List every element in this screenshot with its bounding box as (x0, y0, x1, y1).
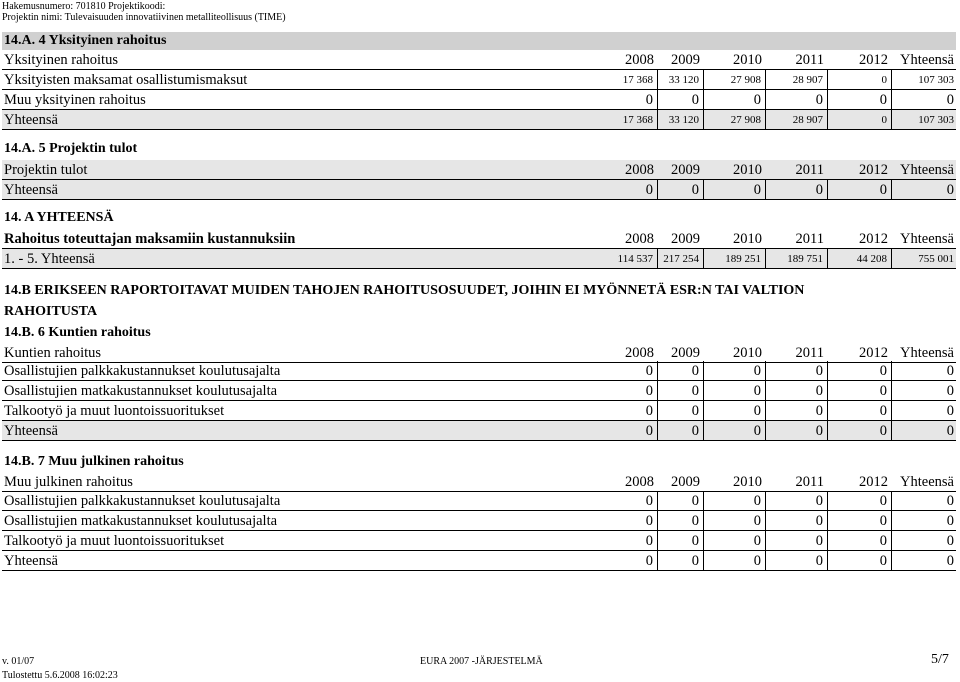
row-label: Yhteensä (4, 112, 58, 128)
section-14a5-title: 14.A. 5 Projektin tulot (4, 141, 138, 156)
year-2010: 2010 (733, 231, 762, 247)
value-2010: 0 (708, 361, 766, 381)
section-14a-header-row (2, 229, 956, 249)
value-2009: 0 (662, 421, 704, 441)
value-2010: 27 908 (708, 70, 766, 90)
year-2009: 2009 (671, 231, 700, 247)
row-label: Talkootyö ja muut luontoissuoritukset (4, 403, 225, 419)
value-2012: 0 (832, 361, 892, 381)
row-label: Yhteensä (4, 423, 58, 439)
value-2009: 217 254 (662, 249, 704, 269)
value-2009: 0 (662, 511, 704, 531)
table-row-total (2, 249, 956, 269)
table-row (2, 511, 956, 531)
table-row-total (2, 180, 956, 200)
value-2008: 0 (574, 90, 658, 110)
section-14a4-header-row (2, 50, 956, 70)
row-label: Osallistujien palkkakustannukset koulutusajalta (4, 493, 281, 509)
year-2009: 2009 (671, 52, 700, 68)
value-2009: 0 (662, 180, 704, 200)
year-2009: 2009 (671, 474, 700, 490)
value-2010: 0 (708, 401, 766, 421)
row-label: Talkootyö ja muut luontoissuoritukset (4, 533, 225, 549)
header-label: Kuntien rahoitus (4, 345, 102, 361)
section-14b6-title: 14.B. 6 Kuntien rahoitus (4, 325, 151, 340)
table-row (2, 70, 956, 90)
year-2012: 2012 (859, 52, 888, 68)
value-2012: 0 (832, 401, 892, 421)
section-14b6-header-row (2, 343, 956, 363)
year-2009: 2009 (671, 345, 700, 361)
value-2012: 0 (832, 421, 892, 441)
year-2009: 2009 (671, 162, 700, 178)
value-total: 107 303 (918, 74, 954, 86)
value-2010: 27 908 (708, 110, 766, 130)
year-2010: 2010 (733, 474, 762, 490)
value-2011: 0 (770, 491, 828, 511)
year-2010: 2010 (733, 162, 762, 178)
row-label: 1. - 5. Yhteensä (4, 251, 95, 267)
value-2010: 0 (708, 551, 766, 571)
table-row (2, 401, 956, 421)
value-2012: 0 (832, 381, 892, 401)
value-total: 107 303 (918, 114, 954, 126)
footer-page-number: 5/7 (931, 652, 949, 667)
value-2012: 0 (832, 551, 892, 571)
value-2011: 0 (770, 90, 828, 110)
year-2011: 2011 (795, 231, 824, 247)
value-2012: 0 (832, 70, 892, 90)
section-14a5-header-row (2, 160, 956, 180)
value-2012: 0 (832, 511, 892, 531)
section-14a4-title-bar (2, 32, 956, 50)
section-14a4-title: 14.A. 4 Yksityinen rahoitus (4, 33, 167, 48)
value-2010: 0 (708, 421, 766, 441)
value-total: 755 001 (918, 253, 954, 265)
section-14b-title-line1: 14.B ERIKSEEN RAPORTOITAVAT MUIDEN TAHOJEN RAHOITUSOSUUDET, JOIHIN EI MYÖNNETÄ ESR:N TAI VALTION (4, 283, 805, 298)
row-label: Yhteensä (4, 553, 58, 569)
value-2012: 0 (832, 491, 892, 511)
table-row (2, 90, 956, 110)
value-2011: 0 (770, 511, 828, 531)
table-row-total (2, 110, 956, 130)
value-2008: 0 (574, 361, 658, 381)
year-2011: 2011 (795, 162, 824, 178)
value-2010: 0 (708, 381, 766, 401)
value-2008: 0 (574, 491, 658, 511)
row-label: Yhteensä (4, 182, 58, 198)
value-2010: 0 (708, 90, 766, 110)
header-label: Projektin tulot (4, 162, 88, 178)
year-2012: 2012 (859, 474, 888, 490)
row-label: Osallistujien palkkakustannukset koulutusajalta (4, 363, 281, 379)
year-2008: 2008 (625, 474, 654, 490)
value-total: 0 (946, 92, 954, 108)
header-label: Yksityinen rahoitus (4, 52, 118, 68)
value-2010: 189 251 (708, 249, 766, 269)
year-total: Yhteensä (900, 474, 954, 490)
value-2008: 114 537 (574, 249, 658, 269)
footer-version: v. 01/07 (2, 656, 35, 667)
year-2012: 2012 (859, 231, 888, 247)
value-2012: 0 (832, 531, 892, 551)
year-2008: 2008 (625, 345, 654, 361)
value-2012: 0 (832, 110, 892, 130)
header-label: Muu julkinen rahoitus (4, 474, 133, 490)
year-total: Yhteensä (900, 231, 954, 247)
table-row-total (2, 421, 956, 441)
value-2012: 0 (832, 180, 892, 200)
value-2008: 0 (574, 511, 658, 531)
value-2008: 0 (574, 551, 658, 571)
value-2009: 0 (662, 491, 704, 511)
project-name: Projektin nimi: Tulevaisuuden innovatiivinen metalliteollisuus (TIME) (2, 12, 286, 23)
table-row (2, 531, 956, 551)
value-2010: 0 (708, 491, 766, 511)
row-label: Osallistujien matkakustannukset koulutusajalta (4, 383, 278, 399)
value-total: 0 (946, 423, 954, 439)
value-2011: 28 907 (770, 110, 828, 130)
value-total: 0 (946, 493, 954, 509)
value-total: 0 (946, 182, 954, 198)
section-14b7-header-row (2, 472, 956, 492)
value-total: 0 (946, 553, 954, 569)
year-2011: 2011 (795, 474, 824, 490)
value-total: 0 (946, 403, 954, 419)
value-2009: 0 (662, 401, 704, 421)
year-2008: 2008 (625, 162, 654, 178)
year-2011: 2011 (795, 345, 824, 361)
year-total: Yhteensä (900, 52, 954, 68)
header-label: Rahoitus toteuttajan maksamiin kustannuksiin (4, 231, 296, 247)
section-14b7-title: 14.B. 7 Muu julkinen rahoitus (4, 454, 184, 469)
value-2008: 0 (574, 381, 658, 401)
table-row (2, 361, 956, 381)
footer-system: EURA 2007 -JÄRJESTELMÄ (420, 656, 543, 667)
year-2008: 2008 (625, 231, 654, 247)
value-2011: 0 (770, 551, 828, 571)
value-total: 0 (946, 363, 954, 379)
section-14b-title-line2: RAHOITUSTA (4, 304, 98, 319)
value-2011: 0 (770, 531, 828, 551)
row-label: Yksityisten maksamat osallistumismaksut (4, 72, 248, 88)
value-2012: 0 (832, 90, 892, 110)
year-2011: 2011 (795, 52, 824, 68)
year-total: Yhteensä (900, 162, 954, 178)
value-2009: 0 (662, 381, 704, 401)
year-2012: 2012 (859, 345, 888, 361)
value-2011: 0 (770, 180, 828, 200)
value-2011: 0 (770, 361, 828, 381)
year-total: Yhteensä (900, 345, 954, 361)
value-2008: 17 368 (574, 110, 658, 130)
value-2009: 0 (662, 551, 704, 571)
value-2009: 0 (662, 90, 704, 110)
section-14a-total-title: 14. A YHTEENSÄ (4, 210, 114, 225)
value-2011: 28 907 (770, 70, 828, 90)
value-2011: 0 (770, 381, 828, 401)
value-2008: 0 (574, 531, 658, 551)
value-2010: 0 (708, 511, 766, 531)
value-2011: 189 751 (770, 249, 828, 269)
table-row (2, 491, 956, 511)
value-2008: 0 (574, 421, 658, 441)
value-2008: 17 368 (574, 70, 658, 90)
value-2009: 0 (662, 361, 704, 381)
value-2008: 0 (574, 401, 658, 421)
value-2009: 0 (662, 531, 704, 551)
year-2010: 2010 (733, 52, 762, 68)
value-total: 0 (946, 383, 954, 399)
footer-printed: Tulostettu 5.6.2008 16:02:23 (2, 670, 118, 681)
table-row-total (2, 551, 956, 571)
value-total: 0 (946, 533, 954, 549)
year-2008: 2008 (625, 52, 654, 68)
value-2009: 33 120 (662, 70, 704, 90)
value-total: 0 (946, 513, 954, 529)
application-number: Hakemusnumero: 701810 Projektikoodi: (2, 1, 166, 12)
value-2012: 44 208 (832, 249, 892, 269)
year-2010: 2010 (733, 345, 762, 361)
table-row (2, 381, 956, 401)
row-label: Muu yksityinen rahoitus (4, 92, 146, 108)
value-2008: 0 (574, 180, 658, 200)
value-2009: 33 120 (662, 110, 704, 130)
value-2011: 0 (770, 421, 828, 441)
value-2010: 0 (708, 180, 766, 200)
value-2011: 0 (770, 401, 828, 421)
year-2012: 2012 (859, 162, 888, 178)
row-label: Osallistujien matkakustannukset koulutusajalta (4, 513, 278, 529)
value-2010: 0 (708, 531, 766, 551)
